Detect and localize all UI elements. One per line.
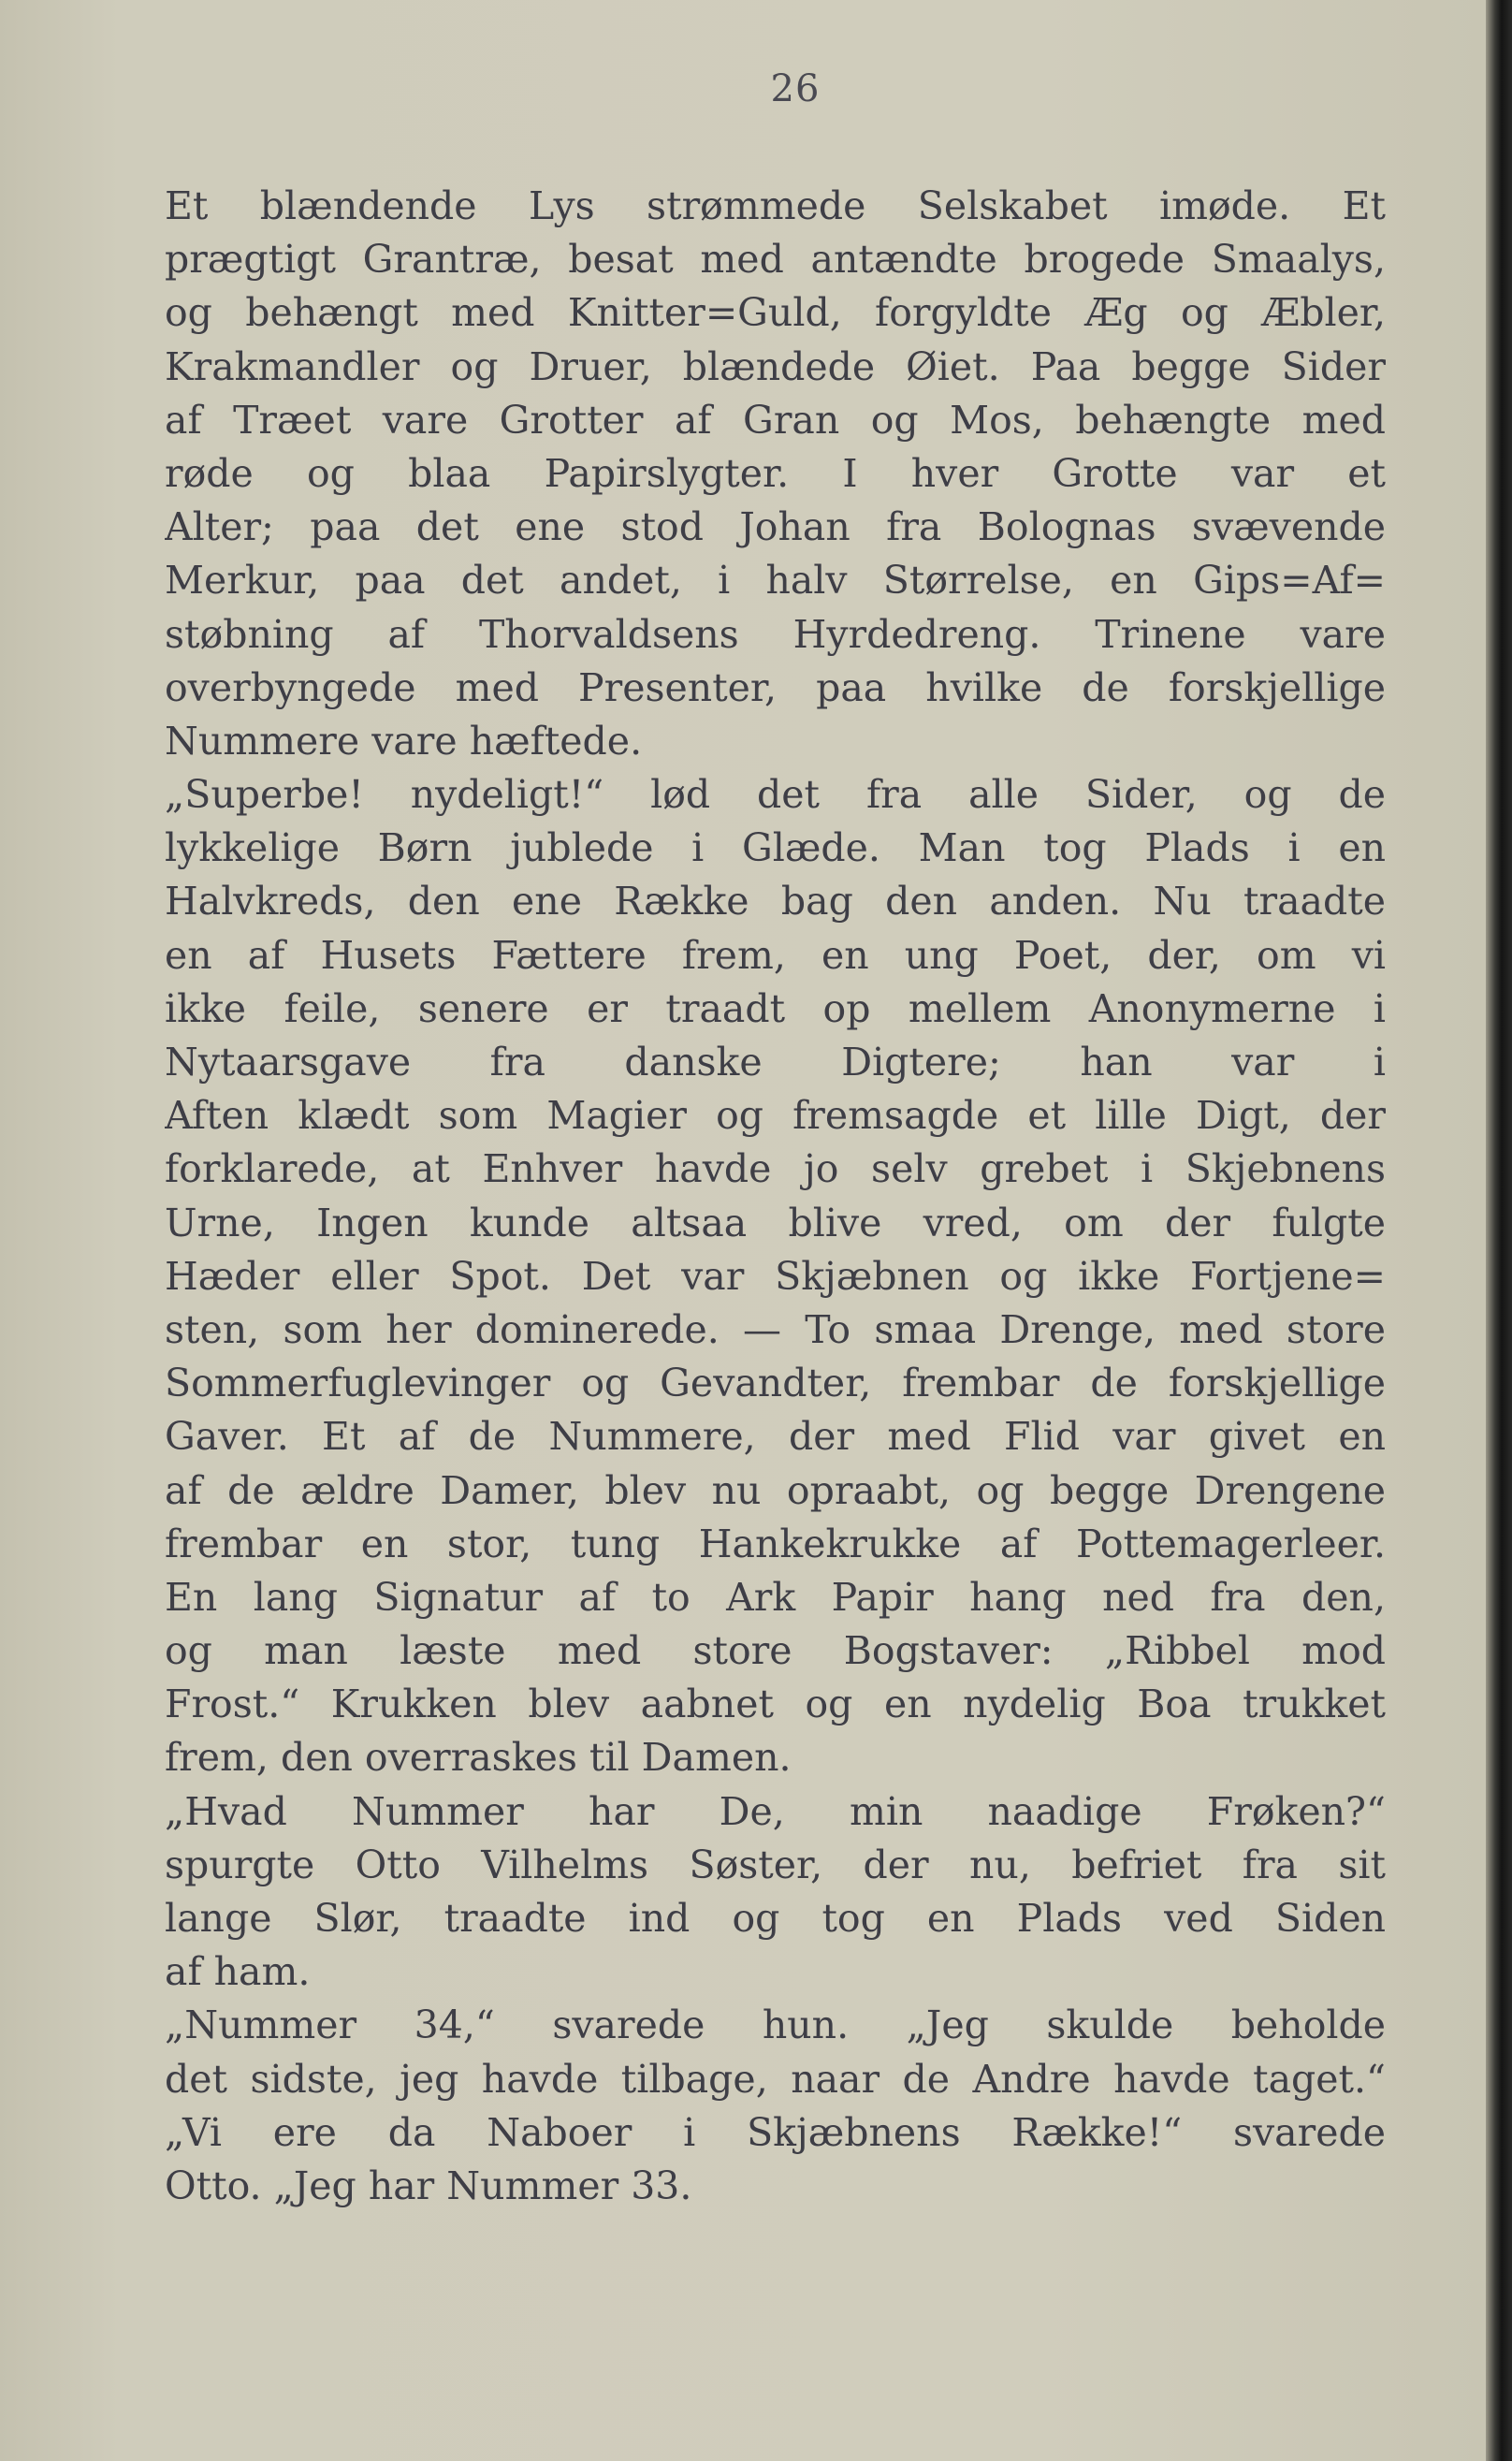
text-line: spurgte Otto Vilhelms Søster, der nu, befriet fra sit — [165, 1842, 1386, 1887]
text-line: „Vi ere da Naboer i Skjæbnens Række!“ svarede — [165, 2109, 1386, 2155]
text-line: og behængt med Knitter=Guld, forgyldte Æg og Æbler, — [165, 290, 1386, 336]
text-line: forklarede, at Enhver havde jo selv grebet i Skjebnens — [165, 1146, 1386, 1192]
text-line: af ham. — [165, 1949, 311, 1995]
text-line: Halvkreds, den ene Række bag den anden. Nu traadte — [165, 879, 1386, 925]
text-line: røde og blaa Papirslygter. I hver Grotte var et — [165, 450, 1386, 496]
text-line: Alter; paa det ene stod Johan fra Bolognas svævende — [165, 504, 1386, 550]
text-line: Frost.“ Krukken blev aabnet og en nydelig Boa trukket — [165, 1682, 1386, 1727]
text-line: Otto. „Jeg har Nummer 33. — [165, 2162, 692, 2208]
text-line: Gaver. Et af de Nummere, der med Flid var givet en — [165, 1414, 1386, 1460]
text-line: lange Slør, traadte ind og tog en Plads ved Siden — [165, 1896, 1386, 1941]
text-line: Urne, Ingen kunde altsaa blive vred, om der fulgte — [165, 1200, 1386, 1245]
text-line: frem, den overraskes til Damen. — [165, 1735, 792, 1781]
page-number: 26 — [770, 67, 821, 110]
text-line: „Superbe! nydeligt!“ lød det fra alle Sider, og de — [165, 772, 1386, 818]
text-line: af Træet vare Grotter af Gran og Mos, behængte med — [165, 397, 1386, 443]
text-line: overbyngede med Presenter, paa hvilke de forskjellige — [165, 664, 1386, 710]
text-line: Merkur, paa det andet, i halv Størrelse, en Gips=Af= — [165, 558, 1386, 604]
text-line: frembar en stor, tung Hankekrukke af Pottemagerleer. — [165, 1521, 1386, 1566]
text-line: Sommerfuglevinger og Gevandter, frembar de forskjellige — [165, 1361, 1386, 1406]
text-line: lykkelige Børn jublede i Glæde. Man tog Plads i en — [165, 825, 1386, 871]
text-line: ikke feile, senere er traadt op mellem Anonymerne i — [165, 985, 1386, 1031]
text-line: „Hvad Nummer har De, min naadige Frøken?“ — [165, 1788, 1386, 1834]
text-line: det sidste, jeg havde tilbage, naar de Andre havde taget.“ — [165, 2056, 1386, 2102]
text-line: Aften klædt som Magier og fremsagde et lille Digt, der — [165, 1093, 1386, 1139]
text-line: Hæder eller Spot. Det var Skjæbnen og ikke Fortjene= — [165, 1253, 1386, 1299]
text-line: prægtigt Grantræ, besat med antændte brogede Smaalys, — [165, 237, 1386, 283]
book-binding-edge — [1486, 0, 1512, 2461]
text-line: Nummere vare hæftede. — [165, 718, 643, 764]
text-line: af de ældre Damer, blev nu opraabt, og begge Drengene — [165, 1467, 1386, 1513]
text-line: En lang Signatur af to Ark Papir hang ned fra den, — [165, 1574, 1386, 1620]
text-line: Nytaarsgave fra danske Digtere; han var i — [165, 1040, 1386, 1085]
text-line: og man læste med store Bogstaver: „Ribbel mod — [165, 1628, 1386, 1674]
text-line: en af Husets Fættere frem, en ung Poet, der, om vi — [165, 932, 1386, 978]
text-line: „Nummer 34,“ svarede hun. „Jeg skulde beholde — [165, 2002, 1386, 2048]
text-line: støbning af Thorvaldsens Hyrdedreng. Trinene vare — [165, 611, 1386, 657]
body-text — [165, 180, 1386, 2213]
text-line: Et blændende Lys strømmede Selskabet imøde. Et — [165, 183, 1386, 228]
text-line: Krakmandler og Druer, blændede Øiet. Paa begge Sider — [165, 343, 1386, 389]
text-line: sten, som her dominerede. — To smaa Drenge, med store — [165, 1306, 1386, 1352]
